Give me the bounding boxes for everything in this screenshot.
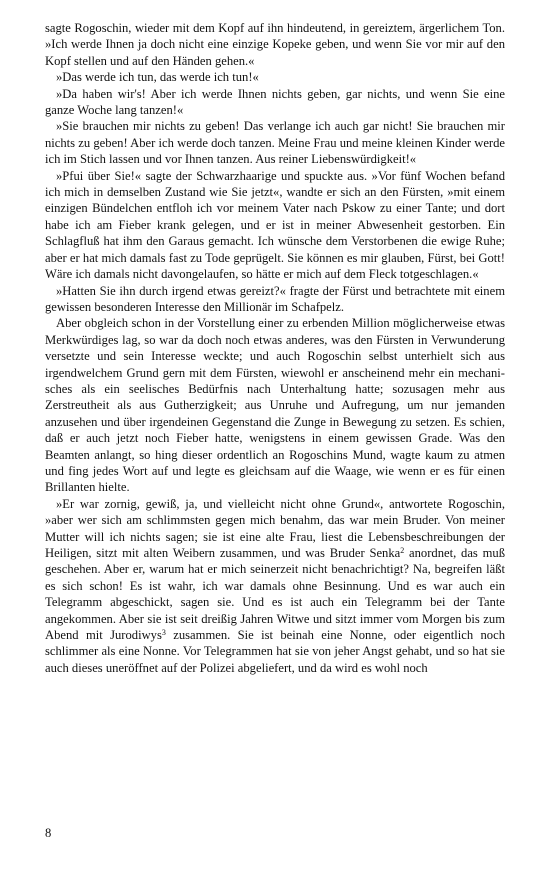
paragraph-text: »Er war zornig, gewiß, ja, und vielleicht nicht ohne Grund«, antwortete Rogoschin, »aber wer sich am schlimmsten gegen mich benahm, das war mein Bruder. Von meiner Mutter will ich nichts sagen; sie ist eine alte Frau, liest die Lebensbeschreibungen der Heiligen, sitzt mit alten Weibern zusammen, und was Bruder Senka	[45, 496, 505, 560]
paragraph: »Da haben wir's! Aber ich werde Ihnen nichts geben, gar nichts, und wenn Sie eine ganze Woche lang tanzen!«	[45, 86, 505, 118]
paragraph: sagte Rogoschin, wieder mit dem Kopf auf ihn hindeutend, in gereiztem, ärgerlichem Ton. »Ich werde Ihnen ja doch nicht eine einzige Kopeke geben, und wenn Sie vor mir auf den Kopf stellen und auf den Händen gehen.«	[45, 21, 505, 68]
page-body	[45, 20, 505, 676]
footnote-ref: 2	[400, 546, 405, 555]
paragraph	[45, 496, 505, 676]
paragraph: »Sie brauchen mir nichts zu geben! Das verlange ich auch gar nicht! Sie brauchen mir nichts zu geben! Aber ich werde doch tanzen. Meine Frau und meine kleinen Kinder werde ich im Stich lassen und vor Ihnen tanzen. Aus reiner Liebenswürdigkeit!«	[45, 119, 505, 167]
page-number: 8	[45, 826, 52, 840]
paragraph-text: zusammen. Sie ist beinah eine Nonne, oder eigentlich noch schlimmer als eine Nonne. Vor Telegrammen hat sie von jeher Angst gehabt, und so hat sie auch dieses uneröffnet auf der Polizei abgeliefert, und da wird es wohl noch	[45, 628, 505, 675]
paragraph: »Pfui über Sie!« sagte der Schwarzhaarige und spuckte aus. »Vor fünf Wochen befand ich mich in demselben Zustand wie Sie jetzt«, wandte er sich an den Fürsten, »mit einem einzigen Bündelchen entfloh ich vor meinem Vater nach Pskow zu einer Tante; und dort habe ich am Fieber krank gelegen, und er ist in meiner Abwesenheit gestorben. Ein Schlagfluß hat ihm den Garaus gemacht. Ich wünsche dem Verstorbenen die ewige Ruhe; aber er hat mich damals fast zu Tode geprügelt. Sie können es mir glauben, Fürst, bei Gott! Wäre ich damals nicht davongelaufen, so hätte er mich auf dem Fleck totgeschlagen.«	[45, 168, 505, 282]
footnote-ref: 3	[161, 628, 166, 638]
paragraph: »Hatten Sie ihn durch irgend etwas gereizt?« fragte der Fürst und betrachtete mit einem gewissen besonderen Interesse den Millionär im Schafpelz.	[45, 283, 505, 314]
paragraph: Aber obgleich schon in der Vorstellung einer zu erbenden Million möglicherweise etwas Merkwürdiges lag, so war da doch noch etwas anderes, was den Fürsten in Verwunderung versetzte und sein Interesse weckte; und auch Rogoschin selbst unterhielt sich aus irgendwelchem Grund gern mit dem Fürsten, wiewohl er anscheinend mehr ein mechanisches als ein seelisches Bedürfnis nach Unterhaltung hatte; sozusagen mehr aus Zerstreutheit als aus Gutherzigkeit; aus Unruhe und Aufregung, um nur jemanden anzusehen und über irgendeinen Gegenstand die Zunge in Bewegung zu setzen. Es schien, daß er auch jetzt noch Fieber hatte, wenigstens in einem gewissen Grade. Was den Beamten anlangt, so hing dieser ordentlich an Rogoschins Mund, wagte kaum zu atmen und fing jedes Wort auf und legte es gleichsam auf die Waage, wie wenn er es für einen Brillanten hielte.	[45, 316, 505, 495]
paragraph-text: anordnet, das muß geschehen. Aber er, warum hat er mich seinerzeit nicht benachrichtigt? Na, begreifen läßt es sich schon! Es ist wahr, ich war damals ohne Besinnung. Und es war auch ein Telegramm abgeschickt, sagen sie. Und es ist auch ein Telegramm bei der Tante angekommen. Aber sie ist seit dreißig Jahren Witwe und sitzt immer vom Morgen bis zum Abend mit Jurodiwys	[45, 546, 505, 643]
paragraph: »Das werde ich tun, das werde ich tun!«	[56, 70, 259, 85]
